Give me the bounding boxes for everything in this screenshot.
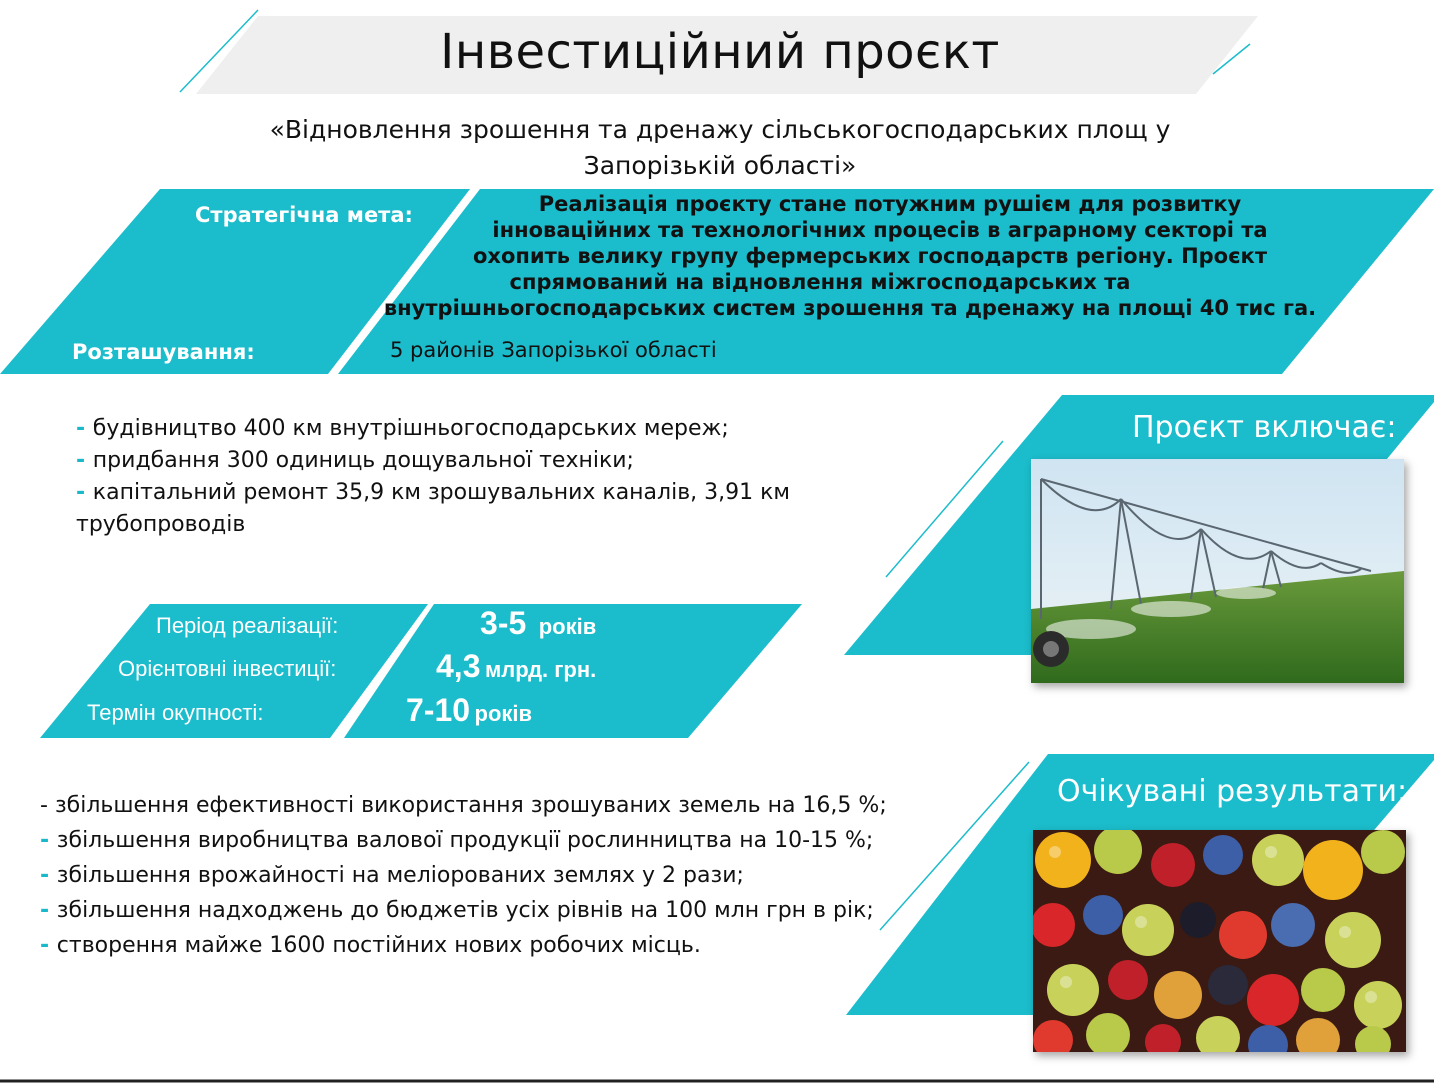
project-subtitle — [150, 112, 1290, 184]
list-item: - збільшення надходжень до бюджетів усіх рівнів на 100 млн грн в рік; — [40, 898, 874, 923]
list-item: - збільшення виробництва валової продукції рослинництва на 10-15 %; — [40, 828, 874, 853]
investment-label: Орієнтовні інвестиції: — [118, 656, 337, 681]
goal-line: внутрішньогосподарських систем зрошення та дренажу на площі 40 тис га. — [383, 296, 1317, 320]
list-item: - збільшення ефективності використання зрошуваних земель на 16,5 %; — [40, 793, 887, 818]
location-label: Розташування: — [72, 340, 255, 364]
list-item: - будівництво 400 км внутрішньогосподарських мереж; — [76, 416, 729, 441]
list-item: - створення майже 1600 постійних нових робочих місць. — [40, 933, 701, 958]
period-value: 3-5 років — [480, 605, 597, 641]
goal-line: охопить велику групу фермерських господарств регіону. Проєкт — [472, 244, 1267, 268]
location-value: 5 районів Запорізької області — [390, 338, 717, 362]
investment-value: 4,3 млрд. грн. — [436, 648, 597, 684]
list-item: - збільшення врожайності на меліорованих землях у 2 рази; — [40, 863, 744, 888]
goal-line: інноваційних та технологічних процесів в аграрному секторі та — [492, 218, 1268, 242]
results-heading: Очікувані результати: — [1057, 774, 1408, 809]
subtitle-line-1: «Відновлення зрошення та дренажу сільськогосподарських площ у — [269, 115, 1171, 144]
payback-label: Термін окупності: — [87, 700, 264, 725]
list-item-continuation: трубопроводів — [76, 512, 246, 537]
goal-line: спрямований на відновлення міжгосподарських та — [509, 270, 1131, 294]
goal-text — [380, 191, 1320, 321]
includes-list — [76, 413, 836, 541]
page-title: Інвестиційний проєкт — [440, 24, 1000, 80]
irrigation-photo — [1031, 459, 1404, 683]
list-item: - капітальний ремонт 35,9 км зрошувальних каналів, 3,91 км — [76, 480, 791, 505]
includes-heading: Проєкт включає: — [1132, 410, 1397, 445]
goal-label: Стратегічна мета: — [195, 203, 413, 227]
subtitle-line-2: Запорізькій області» — [583, 151, 857, 180]
fruits-photo — [1033, 830, 1406, 1052]
goal-line: Реалізація проєкту стане потужним рушієм для розвитку — [538, 192, 1242, 216]
period-label: Період реалізації: — [156, 613, 339, 638]
results-list — [40, 788, 920, 963]
payback-value: 7-10 років — [406, 692, 533, 728]
list-item: - придбання 300 одиниць дощувальної техніки; — [76, 448, 634, 473]
